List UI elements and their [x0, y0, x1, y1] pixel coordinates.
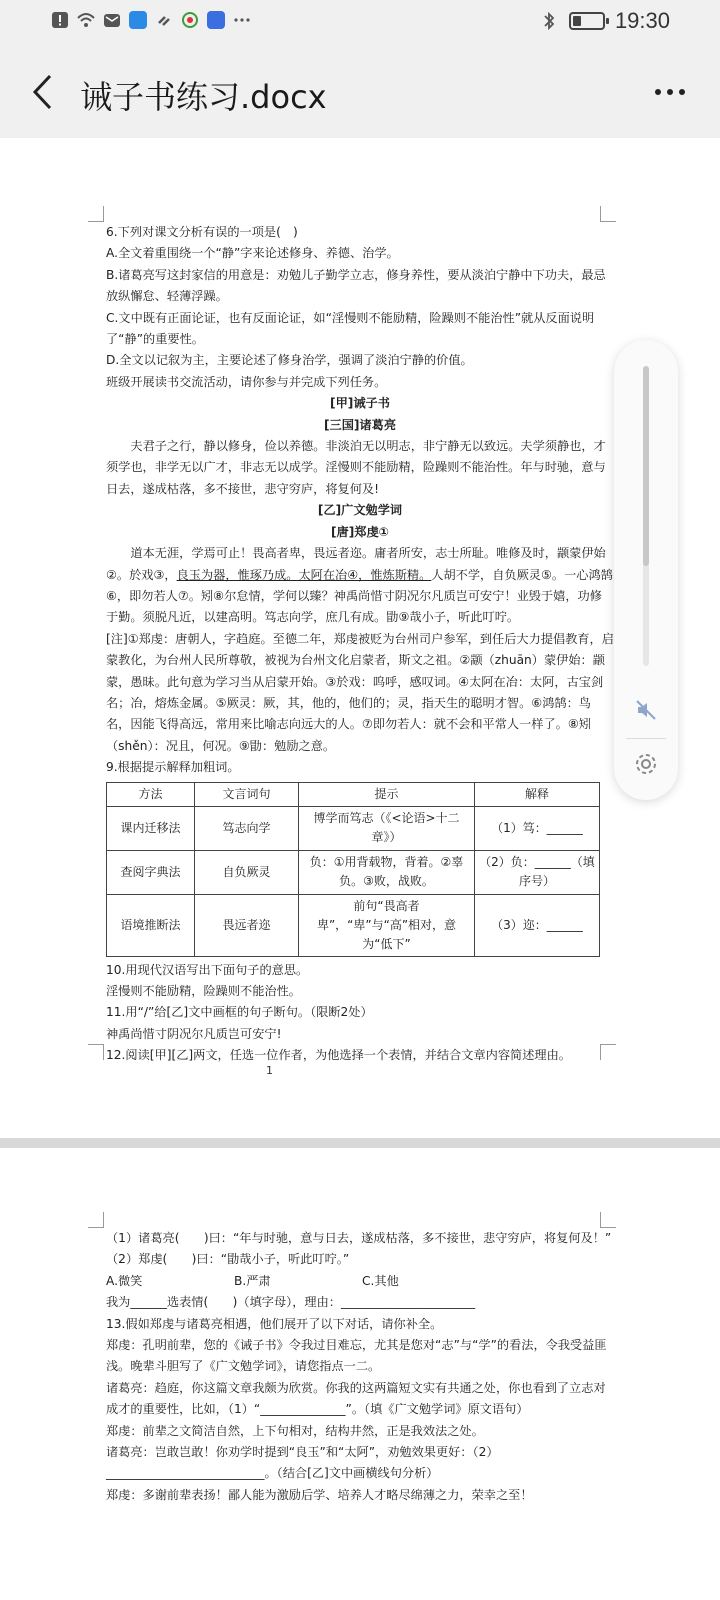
mute-button[interactable]: [628, 692, 664, 728]
option-item: C.其他: [362, 1273, 399, 1288]
clock: 19:30: [614, 8, 670, 33]
bulb-app-icon: [206, 10, 226, 30]
table-cell: 负：①用背载物，背着。②辜负。③败，战败。: [299, 850, 475, 894]
system-status: [539, 8, 670, 34]
page-1-body: [106, 222, 614, 1067]
crop-mark: [88, 1044, 104, 1060]
question-10: 10.用现代汉语写出下面句子的意思。: [106, 962, 309, 977]
crop-mark: [600, 206, 616, 222]
table-cell: 课内迁移法: [107, 806, 195, 850]
text-yi-part2: 人胡不学，自负厥灵⑤。一心鸿鹄⑥，即勿若人⑦。矧⑧尔怠情，学何以臻？神禹尚惜寸阴况尔凡质岂可安宁！业毁于嬉，功修于勤。须脱凡近，以建高明。笃志向学，庶几有成。勖⑨哉小子，听此叮咛。: [106, 567, 613, 625]
dialogue-line: 郑虔：多谢前辈表扬！鄙人能为激励后学、培养人才略尽绵薄之力，荣幸之至！: [106, 1487, 533, 1502]
status-bar: [0, 0, 720, 46]
document-page-2[interactable]: [0, 1148, 720, 1600]
weather-app-icon: [128, 10, 148, 30]
annotations: [注]①郑虔：唐朝人，字趋庭。至德二年，郑虔被贬为台州司户参军，到任后大力提倡教育，启蒙教化，为台州人民所尊敬，被视为台州文化启蒙者，斯文之祖。②颛（zhuān）蒙伊始：颛蒙，愚昧。此句意为学习当从启蒙开始。③於戏：呜呼，感叹词。④太阿在冶：太阿，古宝剑名；冶，熔炼金属。⑤厥灵：厥，其，他的，他们的；灵，指天生的聪明才智。⑥鸿鹄：鸟名，因能飞得高远，常用来比喻志向远大的人。⑦即勿若人：就不会和平常人一样了。⑧矧（shěn）：况且，何况。⑨勖：勉励之意。: [106, 631, 614, 753]
back-button[interactable]: [22, 70, 62, 114]
dialogue-line: 郑虔：前辈之文简洁自然，上下句相对，结构井然，正是我效法之处。: [106, 1423, 484, 1438]
link-icon: [154, 10, 174, 30]
speaker-muted-icon: [634, 698, 658, 722]
q12-part1: （1）诸葛亮( )曰：“年与时驰，意与日去，遂成枯落，多不接世，悲守穷庐，将复何及！”: [106, 1231, 612, 1245]
back-arrow-icon: [31, 74, 53, 110]
page-separator: [0, 1138, 720, 1148]
question-6: 6.下列对课文分析有误的一项是( ): [106, 225, 298, 239]
gear-icon: [633, 751, 659, 777]
app-bar: [0, 46, 720, 138]
table-cell: 笃志向学: [195, 806, 299, 850]
page-number: 1: [266, 1064, 273, 1077]
table-cell: 前句“畏高者卑”，“卑”与“高”相对，意为“低下”: [299, 894, 475, 956]
table-cell: 语境推断法: [107, 894, 195, 956]
panel-divider: [626, 738, 666, 739]
text-jia-body: 夫君子之行，静以修身，俭以养德。非淡泊无以明志，非宁静无以致远。夫学须静也，才须学也，非学无以广才，非志无以成学。淫慢则不能励精，险躁则不能治性。年与时驰，意与日去，遂成枯落，多不接世，悲守穷庐，将复何及!: [106, 439, 606, 496]
task-intro: 班级开展读书交流活动，请你参与并完成下列任务。: [106, 374, 387, 389]
option-item: A.微笑: [106, 1273, 143, 1288]
crop-mark: [88, 206, 104, 222]
question-11: 11.用“/”给[乙]文中画框的句子断句。（限断2处）: [106, 1005, 373, 1020]
dialogue-line: 诸葛亮：岂敢岂敢！你劝学时提到“良玉”和“太阿”，劝勉效果更好：（2）__________________________。（结合[乙]文中画横线句分析）: [106, 1445, 499, 1481]
question-11-sentence: 神禹尚惜寸阴况尔凡质岂可安宁!: [106, 1026, 282, 1041]
expression-options: [106, 1271, 614, 1292]
table-row: [107, 894, 600, 956]
text-jia-author: [三国]诸葛亮: [323, 417, 397, 432]
q12-part2: （2）郑虔( )曰：“勖哉小子，听此叮咛。”: [106, 1252, 350, 1267]
q9-table: [106, 782, 600, 957]
option-c: C.文中既有正面论证，也有反面论证，如“淫慢则不能励精，险躁则不能治性”就从反面说明了“静”的重要性。: [106, 310, 595, 347]
table-header: 提示: [299, 782, 475, 806]
more-dot-icon: [667, 89, 673, 95]
battery-level: [573, 16, 581, 26]
more-dot-icon: [679, 89, 685, 95]
answer-line: 我为______选表情( )（填字母），理由：______________________: [106, 1295, 476, 1310]
scrollbar-track[interactable]: [643, 366, 649, 666]
table-header: 方法: [107, 782, 195, 806]
table-header: 解释: [475, 782, 600, 806]
text-yi-part1: 道本无涯，学焉可止！畏高者卑，畏远者迩。庸者所安，志士所耻。唯修及时，颛蒙伊始②。於戏③，: [106, 546, 606, 582]
table-row: [107, 806, 600, 850]
table-cell: （3）迩：______: [475, 894, 600, 956]
text-jia-title: [甲]诫子书: [330, 396, 390, 411]
china-mobile-icon: [180, 10, 200, 30]
side-panel: [614, 340, 678, 800]
text-yi-author: [唐]郑虔①: [330, 524, 390, 539]
bluetooth-icon: [539, 11, 559, 31]
document-title: 诫子书练习.docx: [80, 78, 327, 116]
option-item: B.严肃: [234, 1273, 271, 1288]
text-yi-body: [106, 543, 614, 629]
question-13: 13.假如郑虔与诸葛亮相遇，他们展开了以下对话，请你补全。: [106, 1316, 443, 1331]
scrollbar-thumb[interactable]: [643, 366, 649, 566]
table-cell: （1）笃：______: [475, 806, 600, 850]
battery-icon: [569, 12, 605, 30]
more-dot-icon: [655, 89, 661, 95]
underlined-sentence: 良玉为器，惟琢乃成。太阿在冶④，惟炼斯精。: [176, 567, 432, 582]
notification-icons: [50, 10, 252, 30]
table-cell: （2）负：______（填序号）: [475, 850, 600, 894]
settings-button[interactable]: [628, 746, 664, 782]
table-row: [107, 850, 600, 894]
table-cell: 查阅字典法: [107, 850, 195, 894]
mail-icon: [102, 10, 122, 30]
question-12: 12.阅读[甲][乙]两文，任选一位作者，为他选择一个表情，并结合文章内容简述理由。: [106, 1048, 571, 1063]
page-2-body: [106, 1228, 614, 1506]
question-10-sentence: 淫慢则不能励精，险躁则不能治性。: [106, 983, 301, 998]
option-d: D.全文以记叙为主，主要论述了修身治学，强调了淡泊宁静的价值。: [106, 353, 473, 368]
option-a: A.全文着重围绕一个“静”字来论述修身、养德、治学。: [106, 246, 399, 261]
crop-mark: [88, 1212, 104, 1228]
more-options-button[interactable]: [648, 76, 692, 108]
table-cell: 畏远者迩: [195, 894, 299, 956]
document-page-1[interactable]: [0, 138, 720, 1138]
question-9: 9.根据提示解释加粗词。: [106, 760, 240, 775]
table-cell: 自负厥灵: [195, 850, 299, 894]
option-b: B.诸葛亮写这封家信的用意是：劝勉儿子勤学立志，修身养性，要从淡泊宁静中下功夫，最忌放纵懈怠、轻薄浮躁。: [106, 267, 606, 304]
table-cell: 博学而笃志（《<论语>十二章》）: [299, 806, 475, 850]
wifi-icon: [76, 10, 96, 30]
alert-icon: [50, 10, 70, 30]
crop-mark: [600, 1212, 616, 1228]
table-header: 文言词句: [195, 782, 299, 806]
table-header-row: [107, 782, 600, 806]
dialogue-line: 诸葛亮：趋庭，你这篇文章我颇为欣赏。你我的这两篇短文实有共通之处，你也看到了立志对成才的重要性，比如，（1）“______________”。（填《广文勉学词》原文语句）: [106, 1380, 606, 1417]
text-yi-title: [乙]广文勉学词: [317, 503, 403, 518]
more-notifications-icon: [232, 10, 252, 30]
dialogue-line: 郑虔：孔明前辈，您的《诫子书》令我过目难忘，尤其是您对“志”与“学”的看法，令我受益匪浅。晚辈斗胆写了《广文勉学词》，请您指点一二。: [106, 1338, 607, 1374]
